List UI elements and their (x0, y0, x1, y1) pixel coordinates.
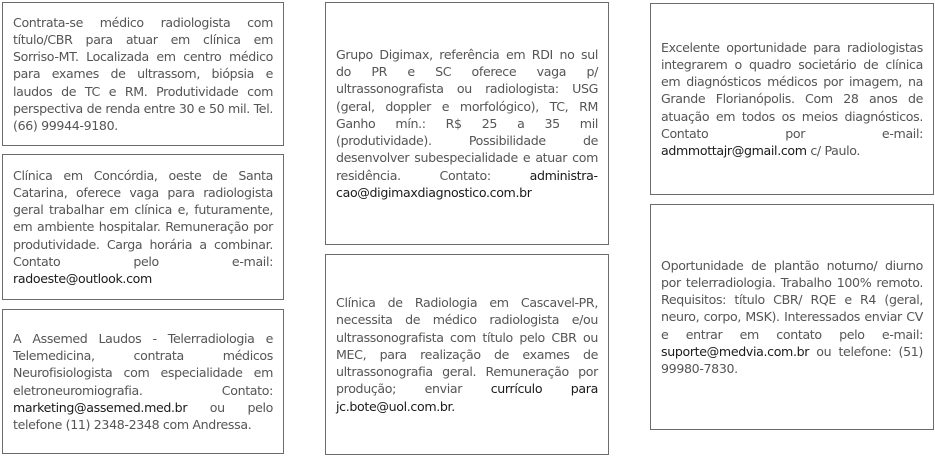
ad-text (661, 257, 923, 377)
contact-email[interactable]: radoeste@outlook.com (13, 271, 152, 286)
contact-email[interactable]: marketing@assemed.med.br (13, 399, 188, 415)
contact-email[interactable]: administracao@digimaxdiagnostico.com.br (336, 167, 598, 200)
ad-body: Clínica em Concórdia, oeste de Santa Catarina, oferece vaga para radiologista geral trabalhar em clínica e, futuramente, em ambiente hospitalar. Remuneração por produtividade. Carga horária a combinar. Contato pelo e-mail: (13, 167, 273, 269)
contact-email[interactable]: suporte@medvia.com.br (661, 343, 810, 359)
classified-ad-telerradiologia (650, 204, 934, 430)
ad-body: A Assemed Laudos - Telerradiologia e Telemedicina, contrata médicos Neurofisiologista com especialidade em eletroneuromiografia. Contato: (13, 330, 273, 398)
classified-ad-digimax (325, 2, 609, 245)
classified-ad-sorriso (2, 2, 284, 146)
ad-body: Oportunidade de plantão noturno/ diurno por telerradiologia. Trabalho 100% remoto. Requisitos: título CBR/ RQE e R4 (geral, neuro, corpo, MSK). Interessados enviar CV e entrar em contato pelo e-mail: (661, 257, 923, 342)
ad-body-tail: ou telefone: (51) 99980-7830. (661, 343, 923, 376)
ad-text (661, 39, 923, 159)
ad-body-tail: c/ Paulo. (806, 143, 861, 158)
ad-text (13, 14, 273, 134)
ad-body: Excelente oportunidade para radiologistas integrarem o quadro societário de clínica em diagnósticos médicos por imagem, na Grande Florianópolis. Com 28 anos de atuação em todos os meios diagnósticos. Contato por e-mail: (661, 39, 923, 141)
ad-text (13, 167, 273, 287)
contact-email[interactable]: admmottajr@gmail.com (661, 143, 807, 158)
classified-ad-cascavel (325, 254, 609, 455)
classified-ad-florianopolis (650, 3, 934, 195)
classified-ad-assemed (2, 309, 284, 454)
classified-ad-concordia (2, 154, 284, 300)
ad-body: Clínica de Radiologia em Cascavel-PR, necessita de médico radiologista e/ou ultrassonografista com título pelo CBR ou MEC, para realização de exames de ultrassonografia geral. Remuneração por produção; enviar (336, 295, 598, 397)
ad-body: Contrata-se médico radiologista com título/CBR para atuar em clínica em Sorriso-MT. Localizada em centro médico para exames de ultrassom, biópsia e laudos de TC e RM. Produtividade com perspectiva de renda entre 30 e 50 mil. Tel. (66) 99944-9180. (13, 14, 273, 133)
contact-email[interactable]: currículo para jc.bote@uol.com.br. (336, 381, 598, 414)
ad-body: Grupo Digimax, referência em RDI no sul do PR e SC oferece vaga p/ ultrassonografista ou radiologista: USG (geral, doppler e morfológico), TC, RM Ganho mín.: R$ 25 a 35 mil (produtividade). Possibilidade de desenvolver subespecialidade e atuar com residência. Contato: (336, 47, 598, 183)
ad-text (336, 294, 598, 414)
ad-body-tail: ou pelo telefone (11) 2348-2348 com Andressa. (13, 399, 273, 432)
ad-text (336, 46, 598, 201)
ad-text (13, 330, 273, 433)
